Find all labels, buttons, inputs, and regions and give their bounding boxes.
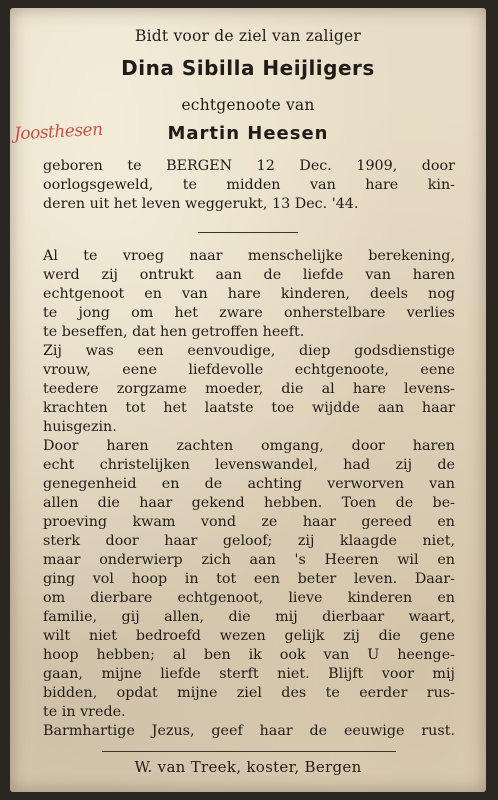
text-line: sterk door haar geloof; zij klaagde niet, — [43, 533, 455, 549]
deceased-name: Dina Sibilla Heijligers — [121, 56, 375, 80]
text-line: bidden, opdat mijne ziel des te eerder rus- — [43, 685, 455, 701]
memorial-card — [10, 8, 486, 792]
text-line: Zij was een eenvoudige, diep godsdienstige — [43, 343, 455, 359]
text-line: Door haren zachten omgang, door haren — [43, 438, 455, 454]
divider-rule — [198, 232, 298, 233]
text-line: genegenheid en de achting verworven van — [43, 476, 455, 492]
text-line: echtgenoot en van hare kinderen, deels nog — [43, 286, 455, 302]
text-line: krachten tot het laatste toe wijdde aan haar — [43, 400, 455, 416]
text-line: om dierbare echtgenoot, lieve kinderen en — [43, 590, 455, 606]
text-line: gaan, mijne liefde sterft niet. Blijft voor mij — [43, 666, 455, 682]
handwritten-annotation: Joosthesen — [13, 119, 104, 145]
biography-line: oorlogsgeweld, te midden van hare kin- — [43, 177, 455, 193]
text-line: wilt niet bedroefd wezen gelijk zij die gene — [43, 628, 455, 644]
text-line: ging vol hoop in tot een beter leven. Daar- — [43, 571, 455, 587]
footer-rule — [102, 751, 396, 752]
closing-prayer: Barmhartige Jezus, geef haar de eeuwige rust. — [43, 723, 455, 739]
text-line: maar onderwierp zich aan 's Heeren wil en — [43, 552, 455, 568]
relation-label: echtgenoote van — [181, 96, 315, 114]
spouse-name: Martin Heesen — [167, 123, 329, 144]
text-line: vrouw, eene liefdevolle echtgenoote, eene — [43, 362, 455, 378]
biography-line: deren uit het leven weggerukt, 13 Dec. '44. — [43, 196, 359, 212]
text-line: huisgezin. — [43, 419, 117, 435]
text-line: Al te vroeg naar menschelijke berekening, — [43, 248, 455, 264]
text-line: te jong om het zware onherstelbare verlies — [43, 305, 455, 321]
biography-line: geboren te BERGEN 12 Dec. 1909, door — [43, 158, 455, 174]
text-line: echt christelijken levenswandel, had zij de — [43, 457, 455, 473]
text-line: proeving kwam vond ze haar gereed en — [43, 514, 455, 530]
text-line: allen die haar gekend hebben. Toen de be- — [43, 495, 455, 511]
text-line: werd zij ontrukt aan de liefde van haren — [43, 267, 455, 283]
text-line: familie, gij allen, die mij dierbaar waart, — [43, 609, 455, 625]
prayer-intro: Bidt voor de ziel van zaliger — [135, 27, 361, 45]
text-line: hoop hebben; al ben ik ook van U heenge- — [43, 647, 455, 663]
text-line: teedere zorgzame moeder, die al hare levens- — [43, 381, 455, 397]
text-line: te in vrede. — [43, 704, 126, 720]
text-line: te beseffen, dat hen getroffen heeft. — [43, 324, 305, 340]
printer-credit: W. van Treek, koster, Bergen — [134, 758, 362, 776]
